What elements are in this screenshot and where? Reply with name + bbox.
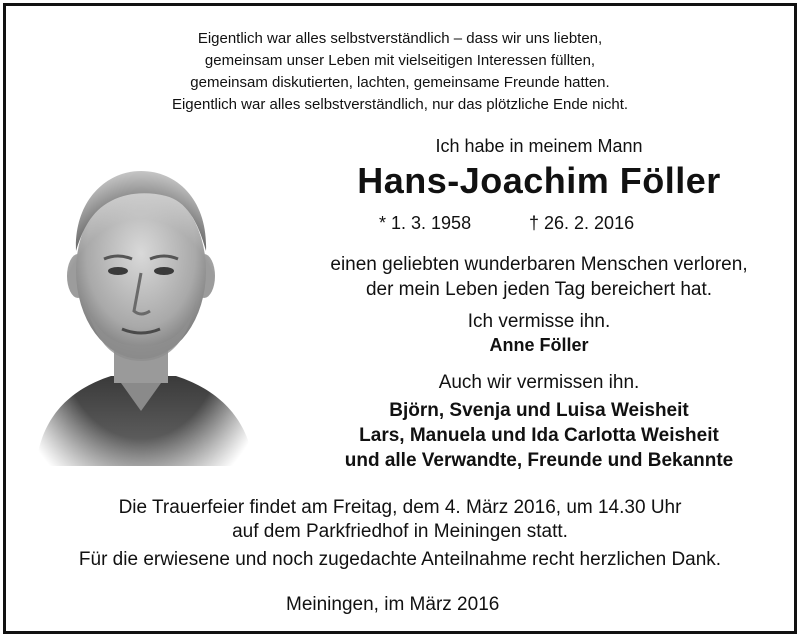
- service-line: auf dem Parkfriedhof in Meiningen statt.: [232, 521, 568, 542]
- portrait-photo: [26, 161, 256, 466]
- deceased-name: Hans-Joachim Föller: [357, 160, 721, 201]
- miss-wife-text: Ich vermisse ihn.: [467, 311, 611, 332]
- poem-line: Eigentlich war alles selbstverständlich, nur das plötzliche Ende nicht.: [171, 96, 629, 113]
- poem: [6, 28, 794, 116]
- poem-line: gemeinsam unser Leben mit vielseitigen Interessen füllten,: [204, 52, 596, 69]
- service-line: Die Trauerfeier findet am Freitag, dem 4. März 2016, um 14.30 Uhr: [118, 497, 682, 518]
- family-line: Björn, Svenja und Luisa Weisheit: [389, 400, 689, 421]
- family-line: und alle Verwandte, Freunde und Bekannte: [344, 450, 734, 471]
- loss-text: [284, 252, 794, 302]
- miss-family-text: Auch wir vermissen ihn.: [438, 372, 640, 393]
- thanks-text: Für die erwiesene und noch zugedachte Anteilnahme recht herzlichen Dank.: [78, 549, 722, 570]
- intro-text: Ich habe in meinem Mann: [435, 136, 643, 156]
- loss-line: der mein Leben jeden Tag bereichert hat.: [365, 279, 713, 300]
- wife-name: Anne Föller: [489, 335, 589, 355]
- loss-line: einen geliebten wunderbaren Menschen verloren,: [330, 254, 748, 275]
- birth-date: * 1. 3. 1958: [379, 213, 472, 233]
- service-info: [6, 496, 794, 544]
- life-dates: [284, 213, 794, 237]
- place-date: Meiningen, im März 2016: [286, 594, 500, 615]
- family-names: [284, 398, 794, 473]
- family-line: Lars, Manuela und Ida Carlotta Weisheit: [359, 425, 719, 446]
- death-date: † 26. 2. 2016: [529, 213, 635, 233]
- obituary-notice: [3, 3, 797, 634]
- poem-line: Eigentlich war alles selbstverständlich – dass wir uns liebten,: [197, 30, 603, 47]
- poem-line: gemeinsam diskutierten, lachten, gemeinsame Freunde hatten.: [190, 74, 610, 91]
